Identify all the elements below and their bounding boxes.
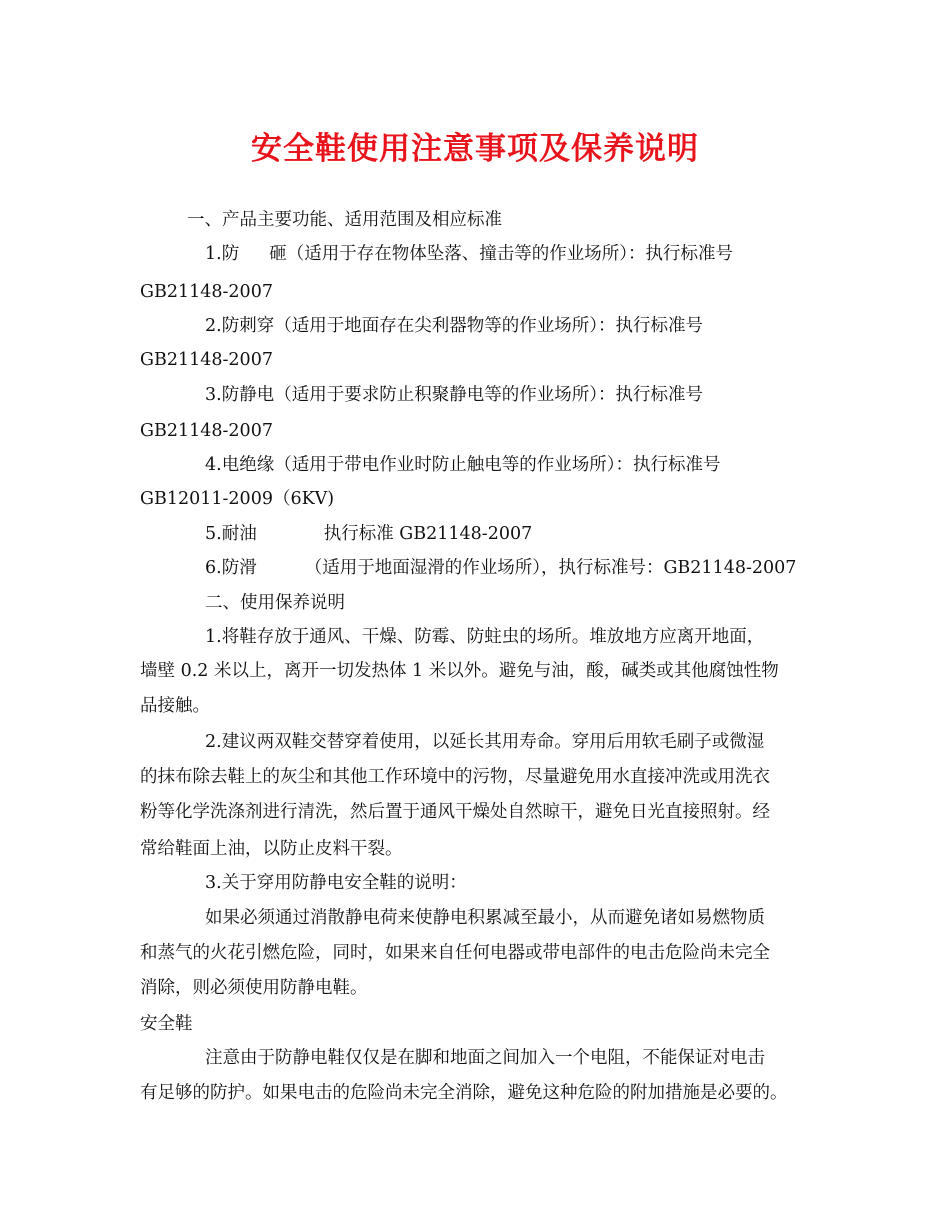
paragraph-3-line-1: 如果必须通过消散静电荷来使静电积累减至最小，从而避免诸如易燃物质 (205, 908, 765, 928)
item-5-label: 5.耐油 (205, 524, 257, 544)
document-title: 安全鞋使用注意事项及保养说明 (251, 131, 699, 167)
item-1-text: 砸（适用于存在物体坠落、撞击等的作业场所）：执行标准号 (269, 244, 733, 264)
paragraph-2-line-2: 的抹布除去鞋上的灰尘和其他工作环境中的污物，尽量避免用水直接冲洗或用洗衣 (140, 767, 770, 787)
paragraph-1-line-2: 墙壁 0.2 米以上，离开一切发热体 1 米以外。避免与油，酸，碱类或其他腐蚀性物 (140, 661, 779, 681)
paragraph-1-line-1: 1.将鞋存放于通风、干燥、防霉、防蛀虫的场所。堆放地方应离开地面， (205, 627, 765, 647)
item-5-standard: 执行标准 GB21148-2007 (323, 524, 533, 544)
item-3-standard: GB21148-2007 (140, 421, 273, 441)
paragraph-4-line-1: 注意由于防静电鞋仅仅是在脚和地面之间加入一个电阻，不能保证对电击 (205, 1048, 765, 1068)
item-4-line: 4.电绝缘（适用于带电作业时防止触电等的作业场所）：执行标准号 (205, 455, 721, 475)
paragraph-4-line-2: 有足够的防护。如果电击的危险尚未完全消除，避免这种危险的附加措施是必要的。 (140, 1083, 788, 1103)
paragraph-2-line-4: 常给鞋面上油，以防止皮料干裂。 (140, 839, 403, 859)
paragraph-3-line-2: 和蒸气的火花引燃危险，同时，如果来自任何电器或带电部件的电击危险尚未完全 (140, 943, 770, 963)
item-1-standard: GB21148-2007 (140, 282, 273, 302)
running-label: 安全鞋 (140, 1014, 193, 1034)
item-2-standard: GB21148-2007 (140, 350, 273, 370)
section-2-heading: 二、使用保养说明 (205, 593, 345, 613)
item-6-text: （适用于地面湿滑的作业场所），执行标准号：GB21148-2007 (304, 558, 797, 578)
item-5-line (205, 521, 532, 547)
item-1-line (205, 241, 811, 267)
item-6-line (205, 555, 796, 581)
item-1-label: 1.防 (205, 244, 240, 264)
item-4-standard: GB12011-2009（6KV) (140, 489, 335, 509)
paragraph-1-line-3: 品接触。 (140, 696, 210, 716)
paragraph-2-line-1: 2.建议两双鞋交替穿着使用，以延长其用寿命。穿用后用软毛刷子或微湿 (205, 732, 765, 752)
item-2-line: 2.防刺穿（适用于地面存在尖利器物等的作业场所）：执行标准号 (205, 316, 703, 336)
paragraph-2-line-3: 粉等化学洗涤剂进行清洗，然后置于通风干燥处自然晾干，避免日光直接照射。经 (140, 802, 770, 822)
paragraph-3-heading: 3.关于穿用防静电安全鞋的说明： (205, 873, 467, 893)
item-3-line: 3.防静电（适用于要求防止积聚静电等的作业场所）：执行标准号 (205, 385, 703, 405)
paragraph-3-line-3: 消除，则必须使用防静电鞋。 (140, 978, 368, 998)
item-6-label: 6.防滑 (205, 558, 257, 578)
section-1-heading: 一、产品主要功能、适用范围及相应标准 (187, 210, 502, 230)
